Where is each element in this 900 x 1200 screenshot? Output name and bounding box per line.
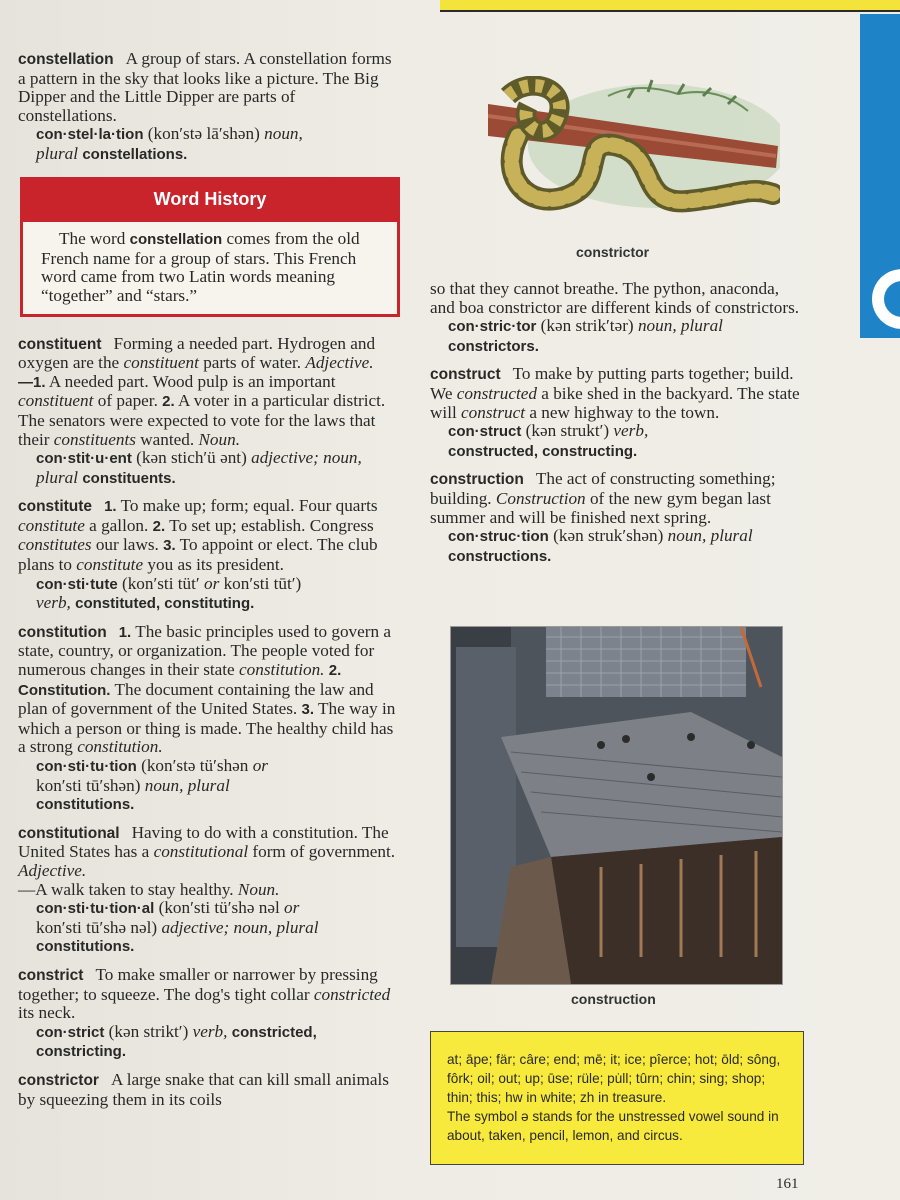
part-of-speech: adjective; noun, plural (36, 448, 362, 487)
word-history-title: Word History (23, 180, 397, 223)
pronunciation: (kən struk′shən) (553, 526, 664, 546)
definition: The basic principles used to govern a state, country, or organization. The people voted for numerous changes in their state (18, 621, 392, 680)
pronunciation-line (430, 527, 808, 566)
syllables: con·struct (448, 423, 522, 441)
example: constituent (18, 391, 94, 411)
snake-icon (488, 76, 780, 232)
pronunciation-line (430, 317, 808, 356)
entry-construct (430, 365, 808, 461)
inflection: constrictors. (448, 337, 539, 355)
part-of-speech: noun, (264, 124, 303, 144)
constrictor-illustration (488, 76, 780, 232)
left-column (18, 50, 398, 1118)
headword: constitutional (18, 824, 120, 842)
definition: To make by putting parts together; build. We (430, 364, 794, 403)
example: construct (461, 402, 526, 422)
word-history-box (20, 177, 400, 317)
definition: To set up; establish. Congress (169, 515, 374, 535)
headword: constrictor (18, 1071, 99, 1089)
entry-constrict (18, 966, 398, 1062)
headword: constitution (18, 623, 107, 641)
construction-photo (450, 626, 783, 985)
wh-term: constellation (129, 231, 223, 249)
pronunciation-line (18, 575, 398, 614)
sense-number: 2. (152, 517, 166, 535)
snake-caption: constrictor (576, 244, 650, 260)
example: constructed (456, 383, 537, 403)
entry-constrictor-cont (430, 280, 808, 356)
definition: our laws. (95, 535, 159, 555)
entry-constellation (18, 50, 398, 165)
entry-constitution (18, 623, 398, 815)
wh-text-2: comes from the old French name for a group of stars. This French word came from two Latin words meaning “together” and “stars.” (41, 229, 360, 305)
example: constituent (123, 353, 199, 373)
definition: A needed part. Wood pulp is an important (48, 371, 336, 391)
syllables: con·sti·tute (36, 575, 118, 593)
definition: Having to do with a constitution. The United States has a (18, 822, 389, 862)
definition: wanted. (140, 429, 195, 449)
inflection: constitutions. (36, 938, 135, 956)
syllables: con·strict (36, 1023, 105, 1041)
entry-constitutional (18, 824, 398, 957)
pronunciation: (kən strik′tər) (540, 316, 634, 336)
plural-label: plural (36, 143, 79, 163)
pronunciation-key-symbols: at; āpe; fär; câre; end; mē; it; ice; pîerce; hot; ōld; sông, fôrk; oil; out; up; ūse; rüle; pu̇ll; tûrn; chin; sing; shop; thin; this; hw in white; zh in treasure. (447, 1052, 781, 1105)
inflection: constitutions. (36, 796, 135, 814)
or-label: or (203, 573, 220, 593)
construction-caption: construction (571, 991, 656, 1007)
syllables: con·struc·tion (448, 528, 549, 546)
pronunciation: kon′sti tū′shən) (36, 775, 141, 795)
definition: a gallon. (89, 515, 149, 535)
example: constitute (18, 515, 85, 535)
headword: constellation (18, 51, 114, 68)
sense-number: 2. (328, 662, 342, 680)
definition: a bike shed in the backyard. The state will (430, 383, 800, 422)
pronunciation-line (18, 449, 398, 488)
pronunciation: (kon′sti tü′shə nəl (158, 898, 280, 918)
part-of-speech: verb, (192, 1021, 228, 1041)
syllables: con·stel·la·tion (36, 126, 144, 144)
sense-number: 3. (163, 537, 176, 555)
pronunciation-line (18, 1023, 398, 1062)
pronunciation: (kən strikt′) (108, 1021, 189, 1041)
definition: Forming a needed part. Hydrogen and oxygen are the (18, 333, 376, 373)
headword: construction (430, 471, 524, 489)
definition: —A walk taken to stay healthy. (18, 879, 234, 899)
definition: parts of water. (203, 353, 302, 373)
part-of-speech: noun, plural (144, 775, 230, 795)
example: Construction (495, 488, 586, 508)
example: constituents (53, 429, 136, 449)
letter-c-icon (872, 269, 900, 329)
sense-number: 1. (104, 498, 117, 516)
definition: The act of constructing something; building. (430, 469, 776, 508)
sense-number: 1. (118, 623, 132, 641)
example: constitute (76, 555, 144, 575)
part-of-speech: adjective; noun, plural (161, 917, 319, 937)
inflection: constructed, constructing. (448, 442, 638, 460)
syllables: con·sti·tu·tion·al (36, 900, 155, 918)
pronunciation: (kən stich′ü ənt) (136, 448, 247, 468)
pronunciation: (kon′stə tü′shən (141, 756, 249, 775)
pronunciation: (kon′sti tüt′ (121, 573, 200, 593)
pronunciation-line (430, 422, 808, 461)
definition: so that they cannot breathe. The python, anaconda, and boa constrictor are different kinds of constrictors. (430, 279, 800, 317)
pos-label: Adjective. (18, 860, 87, 880)
entry-constitute (18, 497, 398, 614)
pos-label: Adjective. (305, 353, 374, 373)
construction-site-icon (451, 627, 782, 984)
pronunciation-key-schwa: The symbol ə stands for the unstressed vowel sound in about, taken, pencil, lemon, and circus. (447, 1109, 779, 1143)
entry-constituent (18, 335, 398, 489)
definition: of the new gym began last summer and will be finished next spring. (430, 488, 771, 527)
inflection: constituents. (82, 469, 176, 487)
example: constitutes (18, 535, 92, 555)
example: constitution. (77, 737, 163, 757)
inflection: constellations. (82, 145, 188, 163)
pos-label: Noun. (237, 879, 280, 899)
pronunciation: (kən strukt′) (525, 421, 610, 441)
syllables: con·stit·u·ent (36, 450, 132, 468)
definition: its neck. (18, 1003, 76, 1023)
part-of-speech: verb, (613, 421, 649, 441)
entry-constrictor (18, 1071, 398, 1109)
top-yellow-strip (440, 0, 900, 12)
definition: A voter in a particular district. The senators were expected to vote for the laws that their (18, 391, 386, 449)
bold-term: Constitution. (18, 681, 111, 699)
inflection: constructions. (448, 547, 552, 565)
syllables: con·stric·tor (448, 318, 537, 336)
definition: of paper. (97, 391, 158, 411)
headword: constrict (18, 966, 84, 984)
definition: To make up; form; equal. Four quarts (120, 496, 378, 516)
headword: construct (430, 366, 501, 384)
syllables: con·sti·tu·tion (36, 758, 137, 775)
definition: A large snake that can kill small animals by squeezing them in its coils (18, 1069, 389, 1109)
wh-text-1: The word (59, 229, 126, 249)
part-of-speech: noun, plural (637, 316, 723, 336)
definition: A group of stars. A constellation forms a pattern in the sky that looks like a picture. The Big Dipper and the Little Dipper are parts of constellations. (18, 49, 392, 125)
pos-label: Noun. (198, 429, 240, 449)
definition: The way in which a person or thing is made. The healthy child has a strong (18, 699, 396, 757)
definition: The document containing the law and plan of government of the United States. (18, 679, 374, 719)
page-number: 161 (776, 1176, 799, 1192)
pronunciation: (kon′stə lā′shən) (147, 124, 260, 144)
sense-number: 3. (301, 701, 315, 719)
or-label: or (284, 898, 300, 918)
definition: To appoint or elect. The club plans to (18, 535, 378, 575)
letter-tab-c (860, 14, 900, 338)
pronunciation: kon′sti tū′shə nəl) (36, 917, 158, 937)
word-history-text (23, 222, 397, 313)
definition: a new highway to the town. (529, 402, 720, 422)
example: constitution. (239, 660, 325, 680)
part-of-speech: noun, plural (667, 526, 753, 546)
example: constitutional (153, 842, 249, 862)
definition: To make smaller or narrower by pressing together; to squeeze. The dog's tight collar (18, 964, 378, 1004)
headword: constituent (18, 335, 102, 353)
entry-construction (430, 470, 808, 566)
pronunciation-line (18, 899, 398, 957)
right-column (430, 280, 808, 575)
or-label: or (252, 756, 268, 775)
example: constricted (313, 984, 391, 1004)
headword: constitute (18, 498, 93, 516)
inflection: constituted, constituting. (75, 595, 255, 613)
sense-number: —1. (18, 373, 46, 391)
part-of-speech: verb, (36, 593, 71, 613)
definition: you as its president. (147, 555, 284, 575)
sense-number: 2. (162, 393, 175, 411)
pronunciation: kon′sti tūt′) (223, 573, 302, 593)
inflection: constricted, constricting. (36, 1023, 317, 1061)
definition: form of government. (252, 842, 396, 862)
pronunciation-line (18, 125, 398, 164)
pronunciation-key (430, 1031, 804, 1165)
pronunciation-line (18, 757, 398, 815)
